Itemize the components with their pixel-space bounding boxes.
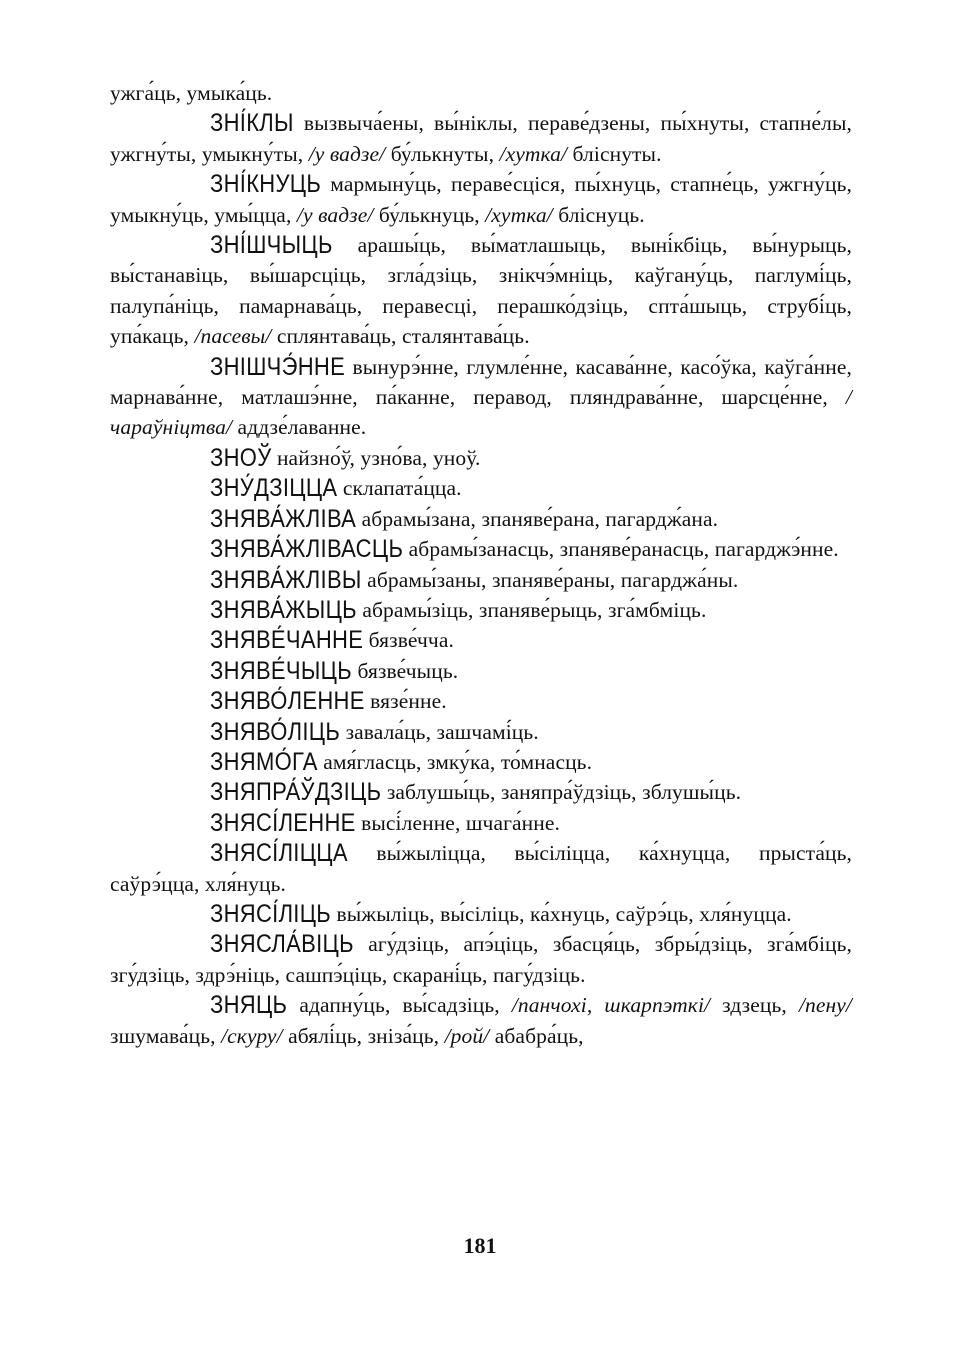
entry-usage-note: /пасевы/	[194, 324, 272, 349]
dictionary-entry	[110, 352, 852, 443]
entry-headword: ЗНЯВО́ЛЕННЕ	[210, 686, 365, 715]
entry-headword: ЗНЯВЕ́ЧАННЕ	[210, 625, 364, 654]
dictionary-entry	[110, 595, 852, 625]
entry-headword: ЗНІШЧЭ́ННЕ	[210, 352, 346, 381]
entry-usage-note: /у вадзе/	[308, 141, 386, 166]
entry-usage-note: /у вадзе/	[296, 202, 374, 227]
dictionary-entry	[110, 504, 852, 534]
entry-headword: ЗНЯВА́ЖЛІВЫ	[210, 564, 362, 593]
dictionary-entry	[110, 686, 852, 716]
entry-text: бу́лькнуты,	[385, 141, 500, 166]
entry-text: высі́ленне, шчага́нне.	[355, 810, 560, 835]
entry-text: адапну́ць, вы́садзіць,	[287, 993, 512, 1018]
entry-usage-note: /панчохі, шкарпэткі/	[511, 993, 711, 1018]
entry-text: заблушы́ць, заняпра́ўдзіць, зблушы́ць.	[381, 780, 742, 805]
entry-text: абрамы́зана, зпаняве́рана, пагардж́ана.	[356, 506, 719, 531]
entry-text: агу́дзіць, апэ́ціць, збасця́ць, збры́дзіць, зга́мбіць, згу́дзіць, здрэ́ніць, сашпэ́ціць, скарані́ць, пагу́дзіць.	[110, 932, 852, 987]
dictionary-entry	[110, 717, 852, 747]
entry-headword: ЗНЯСЛА́ВІЦЬ	[210, 929, 354, 958]
entry-text: арашы́ць, вы́матлашыць, выні́кбіць, вы́нурыць, вы́станавіць, вы́шарсціць, згла́дзіць, знікчэ́мніць, каўгану́ць, паглумі́ць, палупа́ніць, памарнава́ць, перавесці, перашко́дзіць, спта́шыць, струбі́ць, упа́каць,	[110, 233, 852, 349]
entry-headword: ЗНЯВА́ЖЛІВА	[210, 504, 357, 533]
entry-usage-note: /хутка/	[485, 202, 553, 227]
entry-text: вы́жыліць, вы́сіліць, ка́хнуць, саўрэ́ць, хля́нуцца.	[331, 901, 792, 926]
entry-text: здзець,	[710, 993, 799, 1018]
dictionary-entry	[110, 625, 852, 655]
entry-text: вы́жыліцца, вы́сіліцца, ка́хнуцца, прыста́ць, саўрэ́цца, хля́нуць.	[110, 841, 852, 896]
dictionary-entry	[110, 534, 852, 564]
entry-headword: ЗНЯВА́ЖЛІВАСЦЬ	[210, 534, 404, 563]
entry-text: бліснуты.	[567, 141, 662, 166]
entry-headword: ЗНЯВА́ЖЫЦЬ	[210, 595, 357, 624]
dictionary-entry	[110, 473, 852, 503]
entry-headword: ЗНІ́КНУЦЬ	[210, 169, 322, 198]
entry-text: абрамы́зіць, зпаняве́рыць, зга́мбміць.	[356, 597, 707, 622]
dictionary-entry	[110, 929, 852, 990]
entry-headword: ЗНІ́КЛЫ	[210, 108, 294, 137]
dictionary-entry	[110, 443, 852, 473]
entry-text: завала́ць, зашчамі́ць.	[340, 719, 539, 744]
entry-text: абрамы́занасць, зпаняве́ранасць, пагарджэ́нне.	[403, 537, 839, 562]
entry-text: вынурэ́нне, глумле́нне, касава́нне, касо́ўка, каўга́нне, марнава́нне, матлашэ́нне, па́канне, перавод, пляндрава́нне, шарсце́нне,	[110, 354, 852, 410]
entry-text: найзно́ў, узно́ва, уноў.	[271, 445, 481, 470]
dictionary-entry	[110, 808, 852, 838]
dictionary-entry	[110, 230, 852, 352]
entry-text: вызвыча́ены, вы́ніклы, пераве́дзены, пы́хнуты, стапне́лы, ужгну́ты, умыкну́ты,	[110, 111, 852, 166]
entry-text: вязе́нне.	[364, 689, 447, 714]
entry-headword: ЗНЯМО́ГА	[210, 747, 318, 776]
entry-text: бліснуць.	[552, 202, 645, 227]
dictionary-entry	[110, 899, 852, 929]
entry-headword: ЗНОЎ	[210, 443, 272, 472]
entry-text: абялі́ць, зніза́ць,	[282, 1023, 445, 1048]
entry-usage-note: /рой/	[444, 1023, 490, 1048]
entry-headword: ЗНЯВЕ́ЧЫЦЬ	[210, 656, 352, 685]
dictionary-entry	[110, 565, 852, 595]
entry-text: склапата́цца.	[337, 476, 462, 501]
entry-text: мармыну́ць, пераве́сціся, пы́хнуць, стапне́ць, ужгну́ць, умыкну́ць, умы́цца,	[110, 172, 852, 227]
entry-text: абрамы́заны, зпаняве́раны, пагарджа́ны.	[361, 567, 739, 592]
entry-usage-note: /пену/	[798, 993, 852, 1018]
entry-text: бязве́чча.	[363, 628, 454, 653]
entry-headword: ЗНЯСІ́ЛІЦЦА	[210, 838, 348, 867]
dictionary-entry	[110, 838, 852, 899]
dictionary-entry	[110, 108, 852, 169]
entry-text: абабра́ць,	[489, 1023, 584, 1048]
dictionary-entry	[110, 656, 852, 686]
entry-text: зшумава́ць,	[110, 1023, 222, 1048]
entry-headword: ЗНУ́ДЗІЦЦА	[210, 473, 338, 502]
entry-headword: ЗНЯПРА́ЎДЗІЦЬ	[210, 777, 382, 806]
entry-usage-note: /скуру/	[221, 1023, 283, 1048]
dictionary-entry	[110, 747, 852, 777]
dictionary-entry	[110, 777, 852, 807]
dictionary-entry-continuation	[110, 78, 852, 108]
entry-headword: ЗНЯЦЬ	[210, 990, 288, 1019]
entry-headword: ЗНЯСІ́ЛІЦЬ	[210, 899, 332, 928]
entry-headword: ЗНЯВО́ЛІЦЬ	[210, 716, 341, 745]
entry-headword: ЗНІ́ШЧЫЦЬ	[210, 230, 333, 259]
entry-usage-note: /хутка/	[499, 141, 568, 166]
entry-text: бу́лькнуць,	[373, 202, 486, 227]
entry-text: амя́гласць, змку́ка, то́мнасць.	[317, 749, 593, 774]
entry-headword: ЗНЯСІ́ЛЕННЕ	[210, 808, 356, 837]
dictionary-entry	[110, 990, 852, 1051]
entry-text: ужга́ць, умыка́ць.	[110, 81, 273, 105]
page-number: 181	[463, 1233, 497, 1258]
entry-text: аддзе́лаванне.	[232, 415, 367, 440]
entry-text: бязве́чыць.	[351, 658, 459, 683]
entry-usage-note: /чараўніцтва/	[110, 385, 852, 440]
entry-text: сплянтава́ць, сталянтава́ць.	[271, 324, 530, 349]
dictionary-entry	[110, 169, 852, 230]
dictionary-page-body	[110, 78, 852, 1051]
